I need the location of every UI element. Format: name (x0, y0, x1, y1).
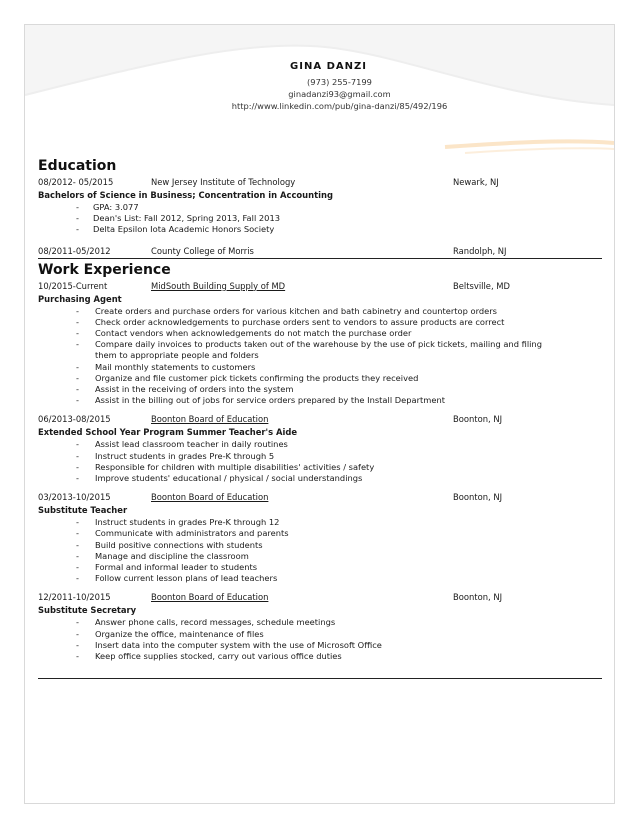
employer-name: Boonton Board of Education (151, 414, 269, 425)
list-item: - Assist in the receiving of orders into the system (76, 384, 294, 395)
job-title: Substitute Secretary (38, 605, 137, 616)
job-duties (38, 439, 602, 484)
section-divider (38, 678, 602, 679)
list-item: - Instruct students in grades Pre-K through 12 (76, 517, 280, 528)
candidate-name: GINA DANZI (290, 61, 367, 72)
list-item: - Improve students' educational / physical / social understandings (76, 473, 363, 484)
list-item: - Mail monthly statements to customers (76, 361, 256, 372)
list-item: - GPA: 3.077 (76, 202, 139, 212)
phone-number: (973) 255-7199 (307, 77, 372, 87)
list-item: - Responsible for children with multiple disabilities' activities / safety (76, 461, 375, 472)
email-address: ginadanzi93@gmail.com (288, 89, 391, 99)
employer-name: Boonton Board of Education (151, 492, 269, 503)
list-item: - Answer phone calls, record messages, schedule meetings (76, 617, 336, 628)
job-title: Purchasing Agent (38, 293, 122, 304)
job-entry (38, 490, 602, 504)
degree-title: Bachelors of Science in Business; Concentration in Accounting (38, 190, 333, 200)
job-entry (38, 590, 602, 604)
list-item: - Create orders and purchase orders for various kitchen and bath cabinetry and countertop orders (76, 305, 497, 316)
list-item: - Dean's List: Fall 2012, Spring 2013, Fall 2013 (76, 213, 281, 224)
job-entry (38, 412, 602, 426)
education-details (38, 202, 602, 236)
entry-location: Boonton, NJ (453, 492, 503, 503)
list-item: - Assist in the billing out of jobs for service orders prepared by the Install Department (76, 395, 445, 406)
list-item: - Contact vendors when acknowledgements do not match the purchase order (76, 328, 412, 339)
entry-location: Randolph, NJ (453, 245, 507, 256)
entry-dates: 08/2012- 05/2015 (38, 177, 114, 187)
list-item: - Organize the office, maintenance of files (76, 628, 264, 639)
list-item: - Check order acknowledgements to purchase orders sent to vendors to assure products are correct (76, 316, 505, 327)
employer-name: Boonton Board of Education (151, 592, 269, 603)
linkedin-url: http://www.linkedin.com/pub/gina-danzi/85/492/196 (231, 101, 448, 111)
entry-dates: 03/2013-10/2015 (38, 492, 111, 503)
job-title: Substitute Teacher (38, 505, 128, 516)
list-item: - Communicate with administrators and parents (76, 528, 289, 539)
school-name: County College of Morris (151, 245, 254, 256)
section-divider (38, 258, 602, 259)
entry-location: Beltsville, MD (453, 280, 510, 291)
school-name: New Jersey Institute of Technology (151, 177, 296, 187)
list-item: - Formal and informal leader to students (76, 562, 258, 573)
education-heading: Education (38, 158, 117, 174)
entry-location: Boonton, NJ (453, 592, 503, 603)
list-item: - Assist lead classroom teacher in daily routines (76, 439, 288, 450)
resume-content (38, 157, 602, 679)
entry-location: Newark, NJ (453, 177, 499, 187)
list-item-continued: them to appropriate people and folders (95, 350, 259, 361)
entry-dates: 08/2011-05/2012 (38, 245, 111, 256)
job-title: Extended School Year Program Summer Teacher's Aide (38, 427, 298, 438)
list-item: - Build positive connections with students (76, 539, 263, 550)
list-item: - Manage and discipline the classroom (76, 550, 249, 561)
list-item: - Instruct students in grades Pre-K through 5 (76, 450, 275, 461)
list-item: - Organize and file customer pick tickets confirming the products they received (76, 372, 419, 383)
entry-location: Boonton, NJ (453, 414, 503, 425)
list-item: - Delta Epsilon Iota Academic Honors Society (76, 224, 275, 235)
entry-dates: 10/2015-Current (38, 280, 108, 291)
education-entry (38, 244, 602, 258)
entry-dates: 12/2011-10/2015 (38, 592, 111, 603)
job-duties (38, 306, 602, 407)
job-duties (38, 517, 602, 584)
list-item: - Insert data into the computer system with the use of Microsoft Office (76, 639, 382, 650)
entry-dates: 06/2013-08/2015 (38, 414, 111, 425)
resume-page (24, 24, 615, 804)
list-item: - Keep office supplies stocked, carry out various office duties (76, 651, 342, 662)
list-item: - Follow current lesson plans of lead teachers (76, 573, 278, 584)
resume-header (25, 61, 614, 112)
job-entry (38, 279, 602, 293)
work-heading: Work Experience (38, 261, 171, 278)
employer-name: MidSouth Building Supply of MD (151, 280, 286, 291)
list-item: - Compare daily invoices to products taken out of the warehouse by the use of pick tickets, mailing and filing (76, 339, 542, 350)
education-entry (38, 175, 602, 189)
job-duties (38, 617, 602, 662)
